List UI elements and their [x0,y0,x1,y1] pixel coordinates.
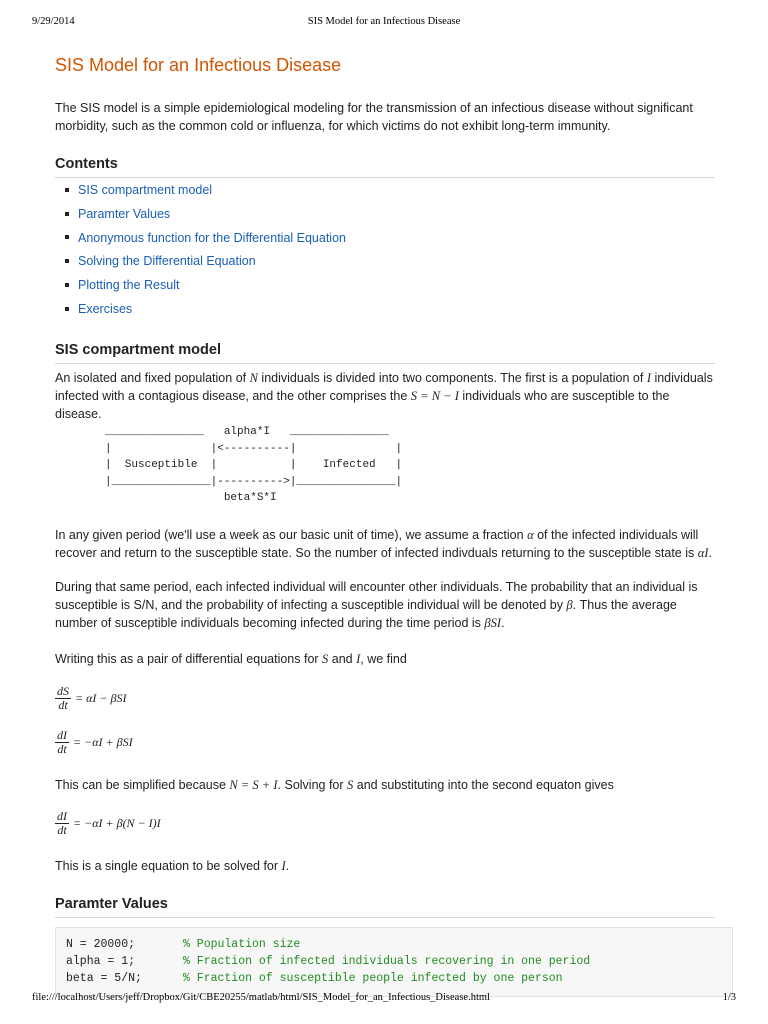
fraction-numerator: dI [57,809,67,823]
toc-item [65,278,346,302]
table-of-contents [65,183,346,326]
math-N-equals: N = S + I [229,778,278,792]
bullet-icon [65,259,69,263]
toc-item [65,183,346,207]
text-run: , we find [360,652,407,666]
code-statement: alpha = 1; [66,955,136,968]
toc-link-plotting[interactable]: Plotting the Result [78,278,180,293]
fraction-denominator: dt [57,742,67,756]
math-I: I [281,859,286,873]
code-comment: % Fraction of infected individuals recovering in one period [183,955,591,968]
toc-item [65,207,346,231]
paragraph-infection [55,578,715,632]
compartment-diagram: _______________ alpha*I _______________ | |<----------| | | Susceptible | | Infected | |_______________|---------->|_______________| beta*S*I [105,426,403,504]
code-comment: % Population size [183,938,301,951]
math-beta-SI: βSI [484,616,502,630]
math-alpha-I: αI [697,546,709,560]
math-N: N [249,371,258,385]
paragraph-population [55,369,715,423]
equation-dI-dt [55,729,133,756]
text-run: and [328,652,357,666]
toc-item [65,231,346,255]
text-run: of the infected individuals will recover and return to the susceptible state. So the number of infected indivduals returning to the susceptible state is [55,528,699,560]
paragraph-single-equation [55,857,715,875]
bullet-icon [65,212,69,216]
equation-dI-dt-simplified [55,810,161,837]
text-run: This can be simplified because [55,778,230,792]
text-run: This is a single equation to be solved for [55,859,282,873]
text-run: and substituting into the second equaton gives [353,778,614,792]
text-run: In any given period (we'll use a week as our basic unit of time), we assume a fraction [55,528,528,542]
text-run: . [285,859,290,873]
paragraph-simplification [55,776,715,794]
toc-link-paramter-values[interactable]: Paramter Values [78,206,171,221]
toc-link-solving[interactable]: Solving the Differential Equation [78,254,256,269]
text-run: individuals infected with a contagious disease, and the other comprises the [55,371,713,403]
text-run: individuals who are susceptible to the disease. [55,389,670,421]
bullet-icon [65,283,69,287]
math-S: S [322,652,329,666]
equation-dS-dt [55,685,126,712]
fraction-numerator: dI [57,728,67,742]
print-date: 9/29/2014 [32,16,75,27]
math-beta: β [566,598,573,612]
toc-link-sis-compartment-model[interactable]: SIS compartment model [78,183,213,197]
fraction-numerator: dS [57,684,69,698]
section-heading-compartment-model: SIS compartment model [55,342,715,364]
math-alpha: α [527,528,534,542]
equation-rhs: = −αI + β(N − I)I [73,816,161,830]
text-run: An isolated and fixed population of [55,371,250,385]
math-I: I [646,371,651,385]
text-run: Writing this as a pair of differential equations for [55,652,323,666]
text-run: individuals is divided into two components. The first is a population of [257,371,647,385]
print-header [32,16,736,30]
code-statement: N = 20000; [66,938,136,951]
fraction [55,810,69,837]
intro-paragraph: The SIS model is a simple epidemiological modeling for the transmission of an infectious disease without significant morbidity, such as the common cold or influenza, for which victims do not exhibit long-term immunity. [55,101,693,133]
math-S-equals: S = N − I [410,389,459,403]
math-I: I [356,652,361,666]
fraction [55,685,71,712]
text-run: . Solving for [277,778,348,792]
bullet-icon [65,307,69,311]
equation-rhs: = −αI + βSI [73,735,133,749]
text-run: . Thus the average number of susceptible individuals becoming infected during the time period is [55,598,677,630]
code-comment: % Fraction of susceptible people infected by one person [183,972,563,985]
equation-rhs: = αI − βSI [75,691,127,705]
fraction-denominator: dt [57,823,67,837]
text-run: . [501,616,505,630]
code-statement: beta = 5/N; [66,972,142,985]
toc-item [65,302,346,326]
bullet-icon [65,188,69,192]
page-title: SIS Model for an Infectious Disease [55,55,342,75]
toc-link-exercises[interactable]: Exercises [78,301,133,316]
print-url: file:///localhost/Users/jeff/Dropbox/Git/CBE20255/matlab/html/SIS_Model_for_an_Infectious_Disease.html [32,992,490,1003]
math-S: S [347,778,354,792]
toc-item [65,254,346,278]
paragraph-differential-equations [55,650,715,668]
page-number: 1/3 [722,992,736,1003]
text-run: . [708,546,712,560]
text-run: During that same period, each infected individual will encounter other individuals. The probability that an individual is susceptible is S/N, and the probability of infecting a susceptible individual will be denoted by [55,580,698,612]
print-doc-title: SIS Model for an Infectious Disease [307,16,461,27]
section-heading-paramter-values: Paramter Values [55,896,715,918]
fraction [55,729,69,756]
code-block [55,927,733,997]
toc-link-anonymous-function[interactable]: Anonymous function for the Differential Equation [78,230,346,245]
fraction-denominator: dt [58,698,68,712]
bullet-icon [65,235,69,239]
paragraph-recovery [55,526,715,562]
contents-heading: Contents [55,156,715,178]
print-footer [32,992,736,1006]
